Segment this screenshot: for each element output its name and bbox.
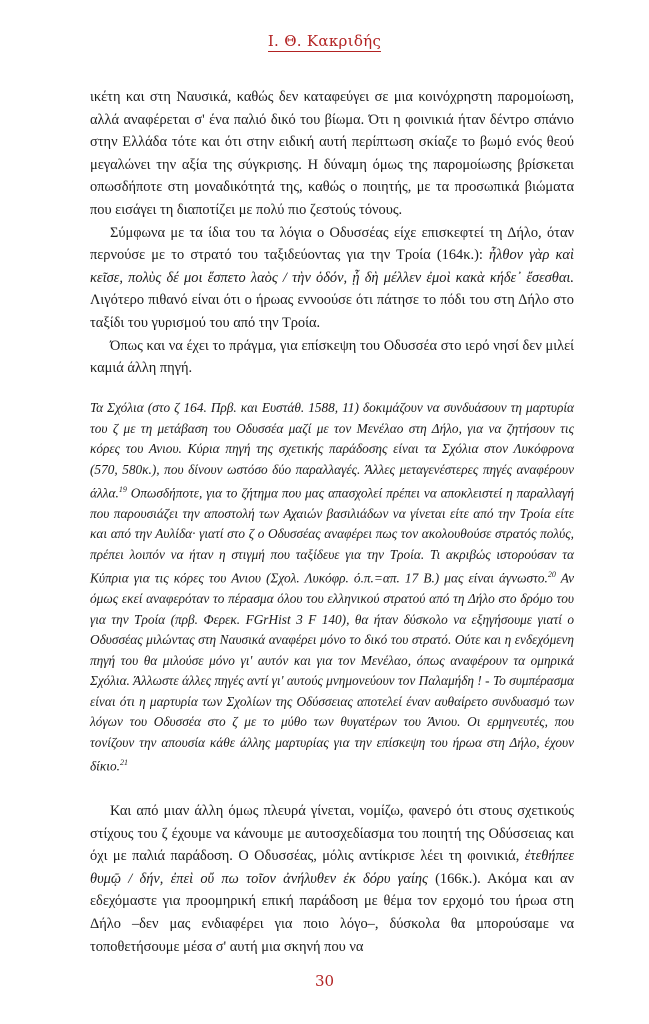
main-text-block-1 [90, 86, 574, 380]
paragraph-4 [90, 800, 574, 958]
note-text-b: Οπωσδήποτε, για το ζήτημα που μας απασχολεί πρέπει να αποκλειστεί η παραλλαγή που παρουσιάζει την αποστολή των Αχαιών βασιλιάδων να γίνεται είτε από την Τροία είτε και από την Αυλίδα· γιατί στο ζ ο Οδυσσέας αναφέρει πως τον ακολουθούσε στρατός πολύς, πρέπει λοιπόν να ήταν η στιγμή που ταξίδευε για την Τροία. Τι ακριβώς ιστορούσαν τα Κύπρια για τις κόρες του Ανιου (Σχολ. Λυκόφρ. ό.π.=απ. 17 Β.) μας είναι άγνωστο. [90, 485, 574, 586]
footnote-ref-19: 19 [118, 485, 127, 494]
footnote-ref-21: 21 [119, 758, 128, 768]
homeric-quote-1: ἦλθον γὰρ καὶ κεῖσε, πολὺς δέ μοι ἕσπετο λαὸς / τὴν ὁδόν, ᾗ δὴ μέλλεν ἐμοὶ κακὰ κήδε᾽ ἔσεσθαι. [90, 247, 574, 286]
note-paragraph [90, 398, 574, 777]
main-text-block-2 [90, 800, 574, 958]
paragraph-4-text-b: (166κ.). Ακόμα και αν εδεχόμαστε για προομηρική επική παράδοση με θέμα τον ερχομό του ήρωα στη Δήλο –δεν μας ενδιαφέρει για ποιο λόγο–, δύσκολα θα μπορούσαμε να τοποθετήσουμε μέσα σ' αυτή μια σκηνή που να [90, 870, 575, 955]
paragraph-2-text-a: Σύμφωνα με τα ίδια του τα λόγια ο Οδυσσέας είχε επισκεφτεί τη Δήλο, όταν περνούσε με το στρατό του ταξιδεύοντας για την Τροία (164κ.): [90, 224, 574, 264]
paragraph-4-text-a: Και από μιαν άλλη όμως πλευρά γίνεται, νομίζω, φανερό ότι στους σχετικούς στίχους του ζ έχουμε να κάνουμε με αυτοσχεδίασμα του ποιητή της Οδύσσειας και όχι με παλιά παράδοση. Ο Οδυσσέας, μόλις αντίκρισε λέει τη φοινικιά, [90, 803, 574, 865]
note-text-a: Τα Σχόλια (στο ζ 164. Πρβ. και Ευστάθ. 1588, 11) δοκιμάζουν να συνδυάσουν τη μαρτυρία του ζ με τη μετάβαση του Οδυσσέα μαζί με τον Μενέλαο στη Δήλο, για να ζητήσουν τις κόρες του Ανιου. Κύρια πηγή της σχετικής παράδοσης είναι τα Σχόλια στον Λυκόφρονα (570, 580κ.), που δίνουν ωστόσο δύο παραλλαγές. Άλλες μεταγενέστερες πηγές αναφέρουν άλλα. [90, 400, 574, 501]
paragraph-1: ικέτη και στη Ναυσικά, καθώς δεν καταφεύγει σε μια κοινόχρηστη παρομοίωση, αλλά αναφέρεται σ' ένα παλιό δικό του βίωμα. Ότι η φοινικιά ήταν δέντρο σπάνιο στην Ελλάδα τότε και ότι στην ειδική αυτή περίπτωση σκίαζε το βωμό ενός θεού μεγαλώνει την αξία της σύγκρισης. Η δύναμη όμως της παρομοίωσης βρίσκεται οπωσδήποτε στη μοναδικότητά της, καθώς ο ποιητής, με τα προσωπικά βιώματα που εισάγει τη διαποτίζει με πολύ πιο ζεστούς τόνους. [90, 89, 574, 218]
running-title: Ι. Θ. Κακριδής [267, 32, 382, 50]
paragraph-2-text-b: Λιγότερο πιθανό είναι ότι ο ήρωας εννοούσε ότι πάτησε το πόδι του στη Δήλο στο ταξίδι του γυρισμού του από την Τροία. [90, 292, 574, 331]
note-text-c: Αν όμως εκεί αναφερόταν το πέρασμα όλου του ελληνικού στρατού από τη Δήλο στο δρόμο του για την Τροία (πρβ. Φερεκ. FGrHist 3 F 140), θα ήταν δύσκολο να εξηγήσουμε γιατί ο Οδυσσέας μιλώντας στη Ναυσικά αναφέρει μόνο το δικό του στρατό. Ούτε και η ενδεχόμενη πηγή του θα μιλούσε μόνο γι' αυτόν και για τον Μενέλαο, όπως αναφέρουν τα ομηρικά Σχόλια. Άλλωστε άλλες πηγές αντί γι' αυτούς μνημονεύουν τον Παλαμήδη ! - Το συμπέρασμα είναι ότι η μαρτυρία των Σχολίων της Οδύσσειας αποτελεί έναν αυθαίρετο συνδυασμό των λόγων του Οδυσσέα στο ζ με το μύθο των θυγατέρων του Άνιου. Οι ερμηνευτές, που τονίζουν την απουσία κάθε άλλης μαρτυρίας για την επίσκεψη του ήρωα στη Δήλο, έχουν δίκιο. [90, 570, 575, 774]
footnote-ref-20: 20 [547, 570, 556, 580]
page-number: 30 [314, 972, 335, 990]
excursus-note [90, 398, 574, 777]
running-header [0, 32, 649, 50]
homeric-quote-2: ἐτεθήπεε θυμῷ / δήν, ἐπεὶ οὔ πω τοῖον ἀνήλυθεν ἐκ δόρυ γαίης [90, 848, 574, 887]
paragraph-2 [90, 222, 574, 335]
paragraph-3: Όπως και να έχει το πράγμα, για επίσκεψη του Οδυσσέα στο ιερό νησί δεν μιλεί καμιά άλλη πηγή. [90, 337, 574, 377]
